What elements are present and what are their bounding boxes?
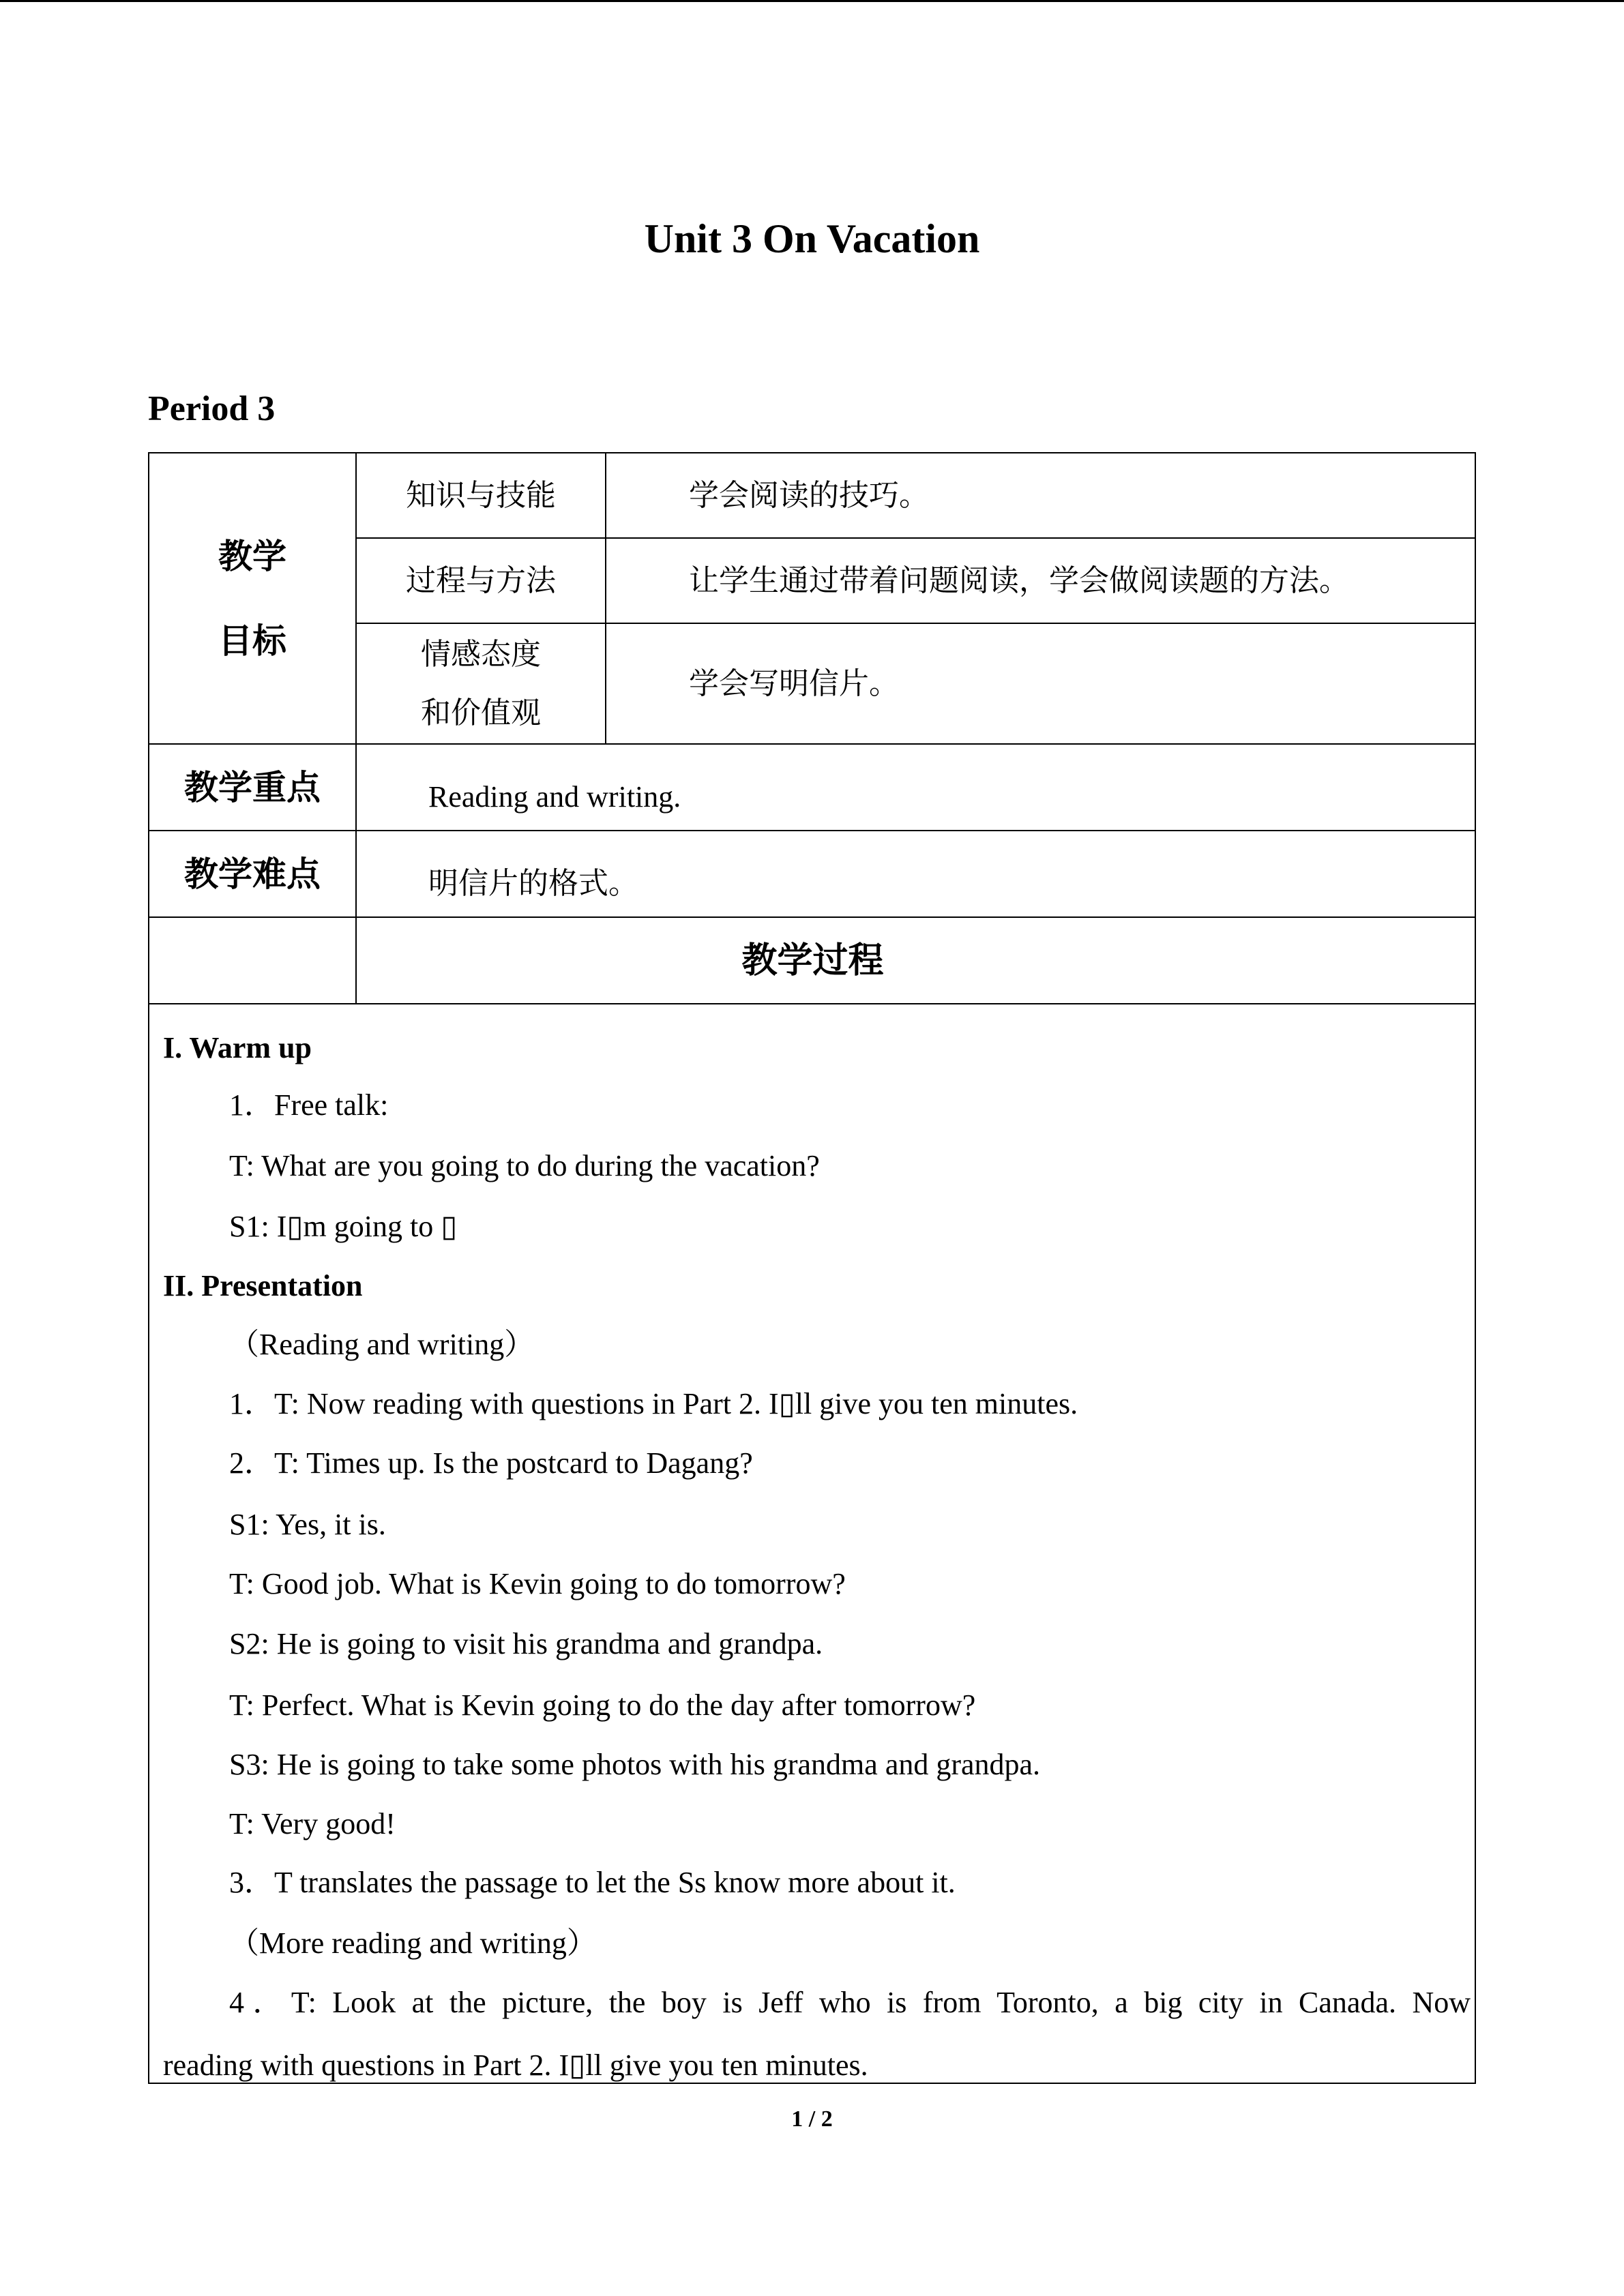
objective-category: 过程与方法 — [406, 563, 556, 598]
objectives-label — [149, 453, 355, 743]
process-line: 1．Free talk: — [229, 1088, 389, 1122]
section-heading: II. Presentation — [163, 1269, 363, 1302]
process-line: T: Good job. What is Kevin going to do tomorrow? — [229, 1567, 846, 1600]
objectives-label-line: 教学 — [218, 536, 286, 576]
key-point-label: 教学重点 — [184, 767, 321, 807]
document-title: Unit 3 On Vacation — [644, 216, 980, 261]
top-border-rule — [0, 0, 1624, 2]
process-line: reading with questions in Part 2. I▯ll give you ten minutes. — [163, 2048, 868, 2082]
objective-category — [357, 624, 605, 743]
process-heading: 教学过程 — [741, 940, 884, 981]
objective-content: 让学生通过带着问题阅读，学会做阅读题的方法。 — [689, 563, 1349, 598]
objective-category: 知识与技能 — [406, 477, 556, 513]
process-line: T: Perfect. What is Kevin going to do the day after tomorrow? — [229, 1688, 976, 1722]
objective-category-line: 情感态度 — [421, 636, 541, 672]
process-line: S2: He is going to visit his grandma and grandpa. — [229, 1627, 823, 1660]
process-line: S1: I▯m going to ▯ — [229, 1210, 458, 1243]
process-line: 3．T translates the passage to let the Ss know more about it. — [229, 1866, 956, 1899]
objective-content: 学会阅读的技巧。 — [689, 477, 929, 513]
key-point-content: Reading and writing. — [428, 779, 681, 814]
period-heading: Period 3 — [148, 389, 276, 428]
difficulty-label: 教学难点 — [184, 854, 321, 894]
process-line: （Reading and writing） — [229, 1328, 535, 1361]
lesson-plan-table — [148, 452, 1476, 2084]
process-line: 2．T: Times up. Is the postcard to Dagang? — [229, 1446, 753, 1480]
row-divider — [149, 1003, 1476, 1004]
page-number: 1 / 2 — [791, 2106, 833, 2132]
section-heading: I. Warm up — [163, 1031, 312, 1064]
objective-category-line: 和价值观 — [421, 695, 541, 730]
objective-content: 学会写明信片。 — [689, 666, 899, 701]
process-line: S1: Yes, it is. — [229, 1508, 386, 1541]
process-line: T: What are you going to do during the vacation? — [229, 1149, 820, 1182]
process-line: 4．T: Look at the picture, the boy is Jeff who is from Toronto, a big city in Canada. Now — [229, 1986, 1471, 2019]
process-line: T: Very good! — [229, 1807, 396, 1840]
process-line: （More reading and writing） — [229, 1926, 597, 1960]
process-line: S3: He is going to take some photos with his grandma and grandpa. — [229, 1748, 1041, 1781]
process-line: 1．T: Now reading with questions in Part 2. I▯ll give you ten minutes. — [229, 1387, 1078, 1420]
objectives-label-line: 目标 — [218, 621, 286, 661]
difficulty-content: 明信片的格式。 — [428, 865, 638, 901]
